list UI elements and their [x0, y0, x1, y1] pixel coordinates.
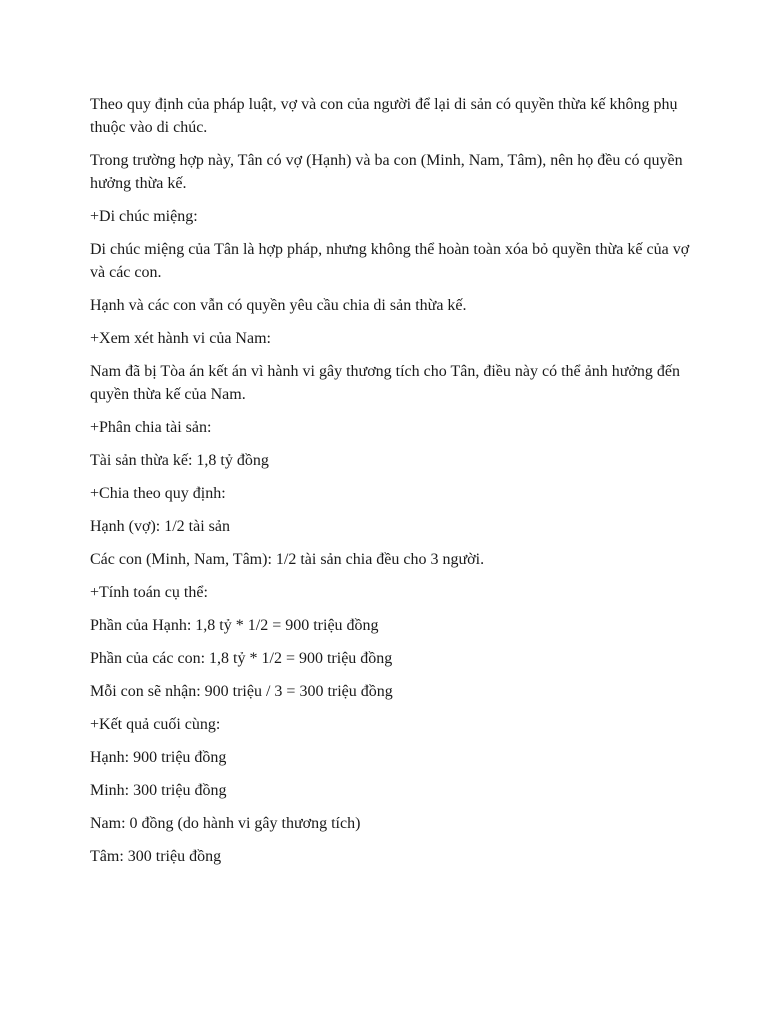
paragraph-oral-will: Di chúc miệng của Tân là hợp pháp, nhưng không thể hoàn toàn xóa bỏ quyền thừa kế của vợ và các con. — [90, 241, 690, 281]
paragraph-nam-conduct: Nam đã bị Tòa án kết án vì hành vi gây thương tích cho Tân, điều này có thể ảnh hưởng đến quyền thừa kế của Nam. — [90, 363, 680, 403]
result-nam: Nam: 0 đồng (do hành vi gây thương tích) — [90, 815, 361, 832]
paragraph-per-child-calc: Mỗi con sẽ nhận: 900 triệu / 3 = 300 triệu đồng — [90, 683, 393, 700]
paragraph-heirs: Trong trường hợp này, Tân có vợ (Hạnh) và ba con (Minh, Nam, Tâm), nên họ đều có quyền hưởng thừa kế. — [90, 152, 683, 192]
paragraph-total-estate: Tài sản thừa kế: 1,8 tỷ đồng — [90, 452, 269, 469]
paragraph-claim-right: Hạnh và các con vẫn có quyền yêu cầu chia di sản thừa kế. — [90, 297, 467, 314]
heading-statutory-division: +Chia theo quy định: — [90, 485, 226, 502]
result-minh: Minh: 300 triệu đồng — [90, 782, 227, 799]
heading-oral-will: +Di chúc miệng: — [90, 208, 198, 225]
paragraph-wife-share: Hạnh (vợ): 1/2 tài sản — [90, 518, 230, 535]
heading-calculation: +Tính toán cụ thể: — [90, 584, 208, 601]
paragraph-hanh-calc: Phần của Hạnh: 1,8 tỷ * 1/2 = 900 triệu đồng — [90, 617, 379, 634]
result-hanh: Hạnh: 900 triệu đồng — [90, 749, 227, 766]
paragraph-children-calc: Phần của các con: 1,8 tỷ * 1/2 = 900 triệu đồng — [90, 650, 393, 667]
heading-final-result: +Kết quả cuối cùng: — [90, 716, 221, 733]
paragraph-children-share: Các con (Minh, Nam, Tâm): 1/2 tài sản chia đều cho 3 người. — [90, 551, 485, 568]
paragraph-legal-basis: Theo quy định của pháp luật, vợ và con của người để lại di sản có quyền thừa kế không phụ thuộc vào di chúc. — [90, 96, 678, 136]
heading-asset-division: +Phân chia tài sản: — [90, 419, 212, 436]
result-tam: Tâm: 300 triệu đồng — [90, 848, 222, 865]
heading-nam-conduct: +Xem xét hành vi của Nam: — [90, 330, 271, 347]
document-body — [90, 93, 690, 878]
